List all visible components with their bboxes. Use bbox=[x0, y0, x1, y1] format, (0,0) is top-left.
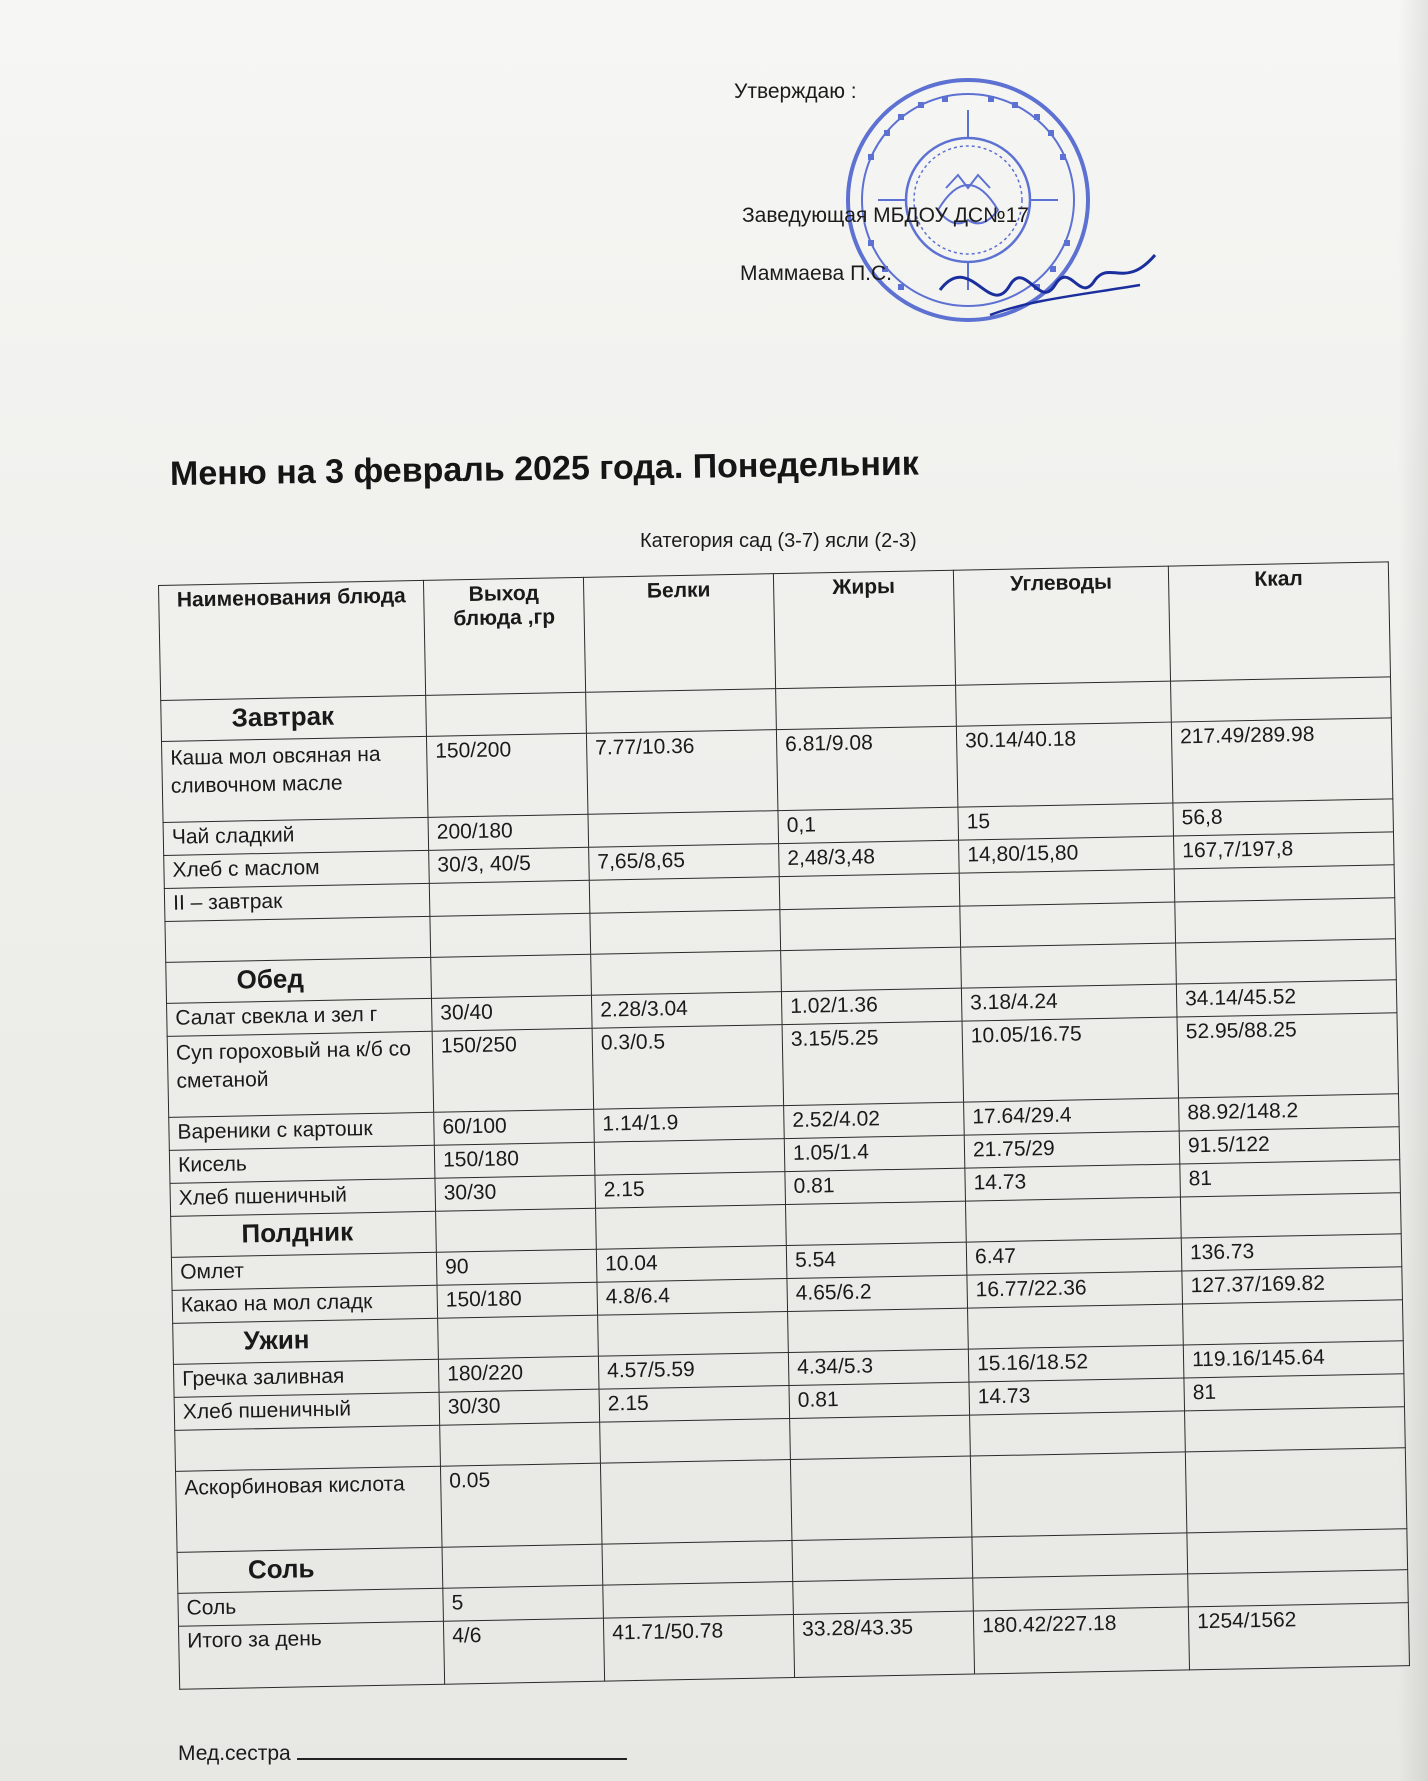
value-cell bbox=[590, 910, 781, 955]
value-cell bbox=[603, 1581, 794, 1618]
section-title: Полдник bbox=[171, 1211, 437, 1257]
empty-cell bbox=[1187, 1529, 1408, 1574]
value-cell: 30/3, 40/5 bbox=[429, 847, 590, 883]
dish-name-cell: Вареники с картошк bbox=[169, 1112, 435, 1150]
dish-name-cell: Какао на мол сладк bbox=[172, 1285, 438, 1323]
value-cell: 0.81 bbox=[785, 1168, 966, 1204]
empty-cell bbox=[596, 1205, 787, 1250]
value-cell: 3.15/5.25 bbox=[782, 1021, 964, 1105]
value-cell: 180.42/227.18 bbox=[973, 1607, 1189, 1674]
empty-cell bbox=[972, 1533, 1188, 1578]
value-cell bbox=[429, 880, 590, 916]
value-cell: 167,7/197,8 bbox=[1174, 832, 1395, 869]
empty-cell bbox=[602, 1541, 793, 1586]
value-cell: 33.28/43.35 bbox=[793, 1611, 974, 1677]
value-cell: 0.05 bbox=[440, 1463, 602, 1547]
value-cell: 81 bbox=[1180, 1160, 1401, 1197]
dish-name-cell: Гречка заливная bbox=[173, 1359, 439, 1397]
value-cell bbox=[600, 1419, 791, 1464]
value-cell: 60/100 bbox=[434, 1109, 595, 1145]
value-cell bbox=[589, 877, 780, 914]
value-cell: 14.73 bbox=[965, 1164, 1181, 1201]
menu-table bbox=[158, 561, 1410, 1689]
column-header: Выход блюда ,гр bbox=[423, 577, 585, 695]
column-header: Наименования блюда bbox=[159, 580, 426, 700]
value-cell: 6.47 bbox=[966, 1238, 1182, 1275]
section-title: Ужин bbox=[173, 1318, 439, 1364]
value-cell: 1.05/1.4 bbox=[784, 1135, 965, 1171]
value-cell bbox=[430, 913, 591, 957]
section-title: Завтрак bbox=[161, 695, 427, 741]
dish-name-cell: Омлет bbox=[171, 1252, 437, 1290]
signature-blank bbox=[297, 1758, 627, 1760]
empty-cell bbox=[591, 951, 782, 996]
table-body bbox=[161, 677, 1410, 1689]
value-cell: 56,8 bbox=[1173, 799, 1394, 836]
value-cell: 15.16/18.52 bbox=[968, 1345, 1184, 1382]
column-header: Углеводы bbox=[953, 566, 1170, 685]
value-cell: 7.77/10.36 bbox=[586, 730, 778, 815]
value-cell: 14,80/15,80 bbox=[959, 836, 1175, 873]
value-cell bbox=[959, 869, 1175, 906]
value-cell bbox=[1185, 1448, 1407, 1533]
value-cell: 30/30 bbox=[439, 1389, 600, 1425]
empty-cell bbox=[776, 685, 957, 729]
value-cell bbox=[1175, 898, 1396, 943]
value-cell: 2.52/4.02 bbox=[784, 1102, 965, 1138]
value-cell: 10.05/16.75 bbox=[962, 1017, 1179, 1102]
approval-label: Утверждаю : bbox=[734, 80, 857, 103]
value-cell: 90 bbox=[436, 1249, 597, 1285]
dish-name-cell: Аскорбиновая кислота bbox=[176, 1466, 443, 1552]
empty-cell bbox=[965, 1197, 1181, 1242]
empty-cell bbox=[431, 954, 592, 998]
value-cell: 1.14/1.9 bbox=[594, 1106, 785, 1143]
dish-name-cell: Итого за день bbox=[178, 1621, 444, 1689]
page-subtitle: Категория сад (3-7) ясли (2-3) bbox=[640, 530, 917, 552]
value-cell: 10.04 bbox=[596, 1246, 787, 1283]
value-cell: 217.49/289.98 bbox=[1171, 718, 1393, 803]
value-cell: 52.95/88.25 bbox=[1177, 1013, 1399, 1098]
value-cell: 2.15 bbox=[595, 1172, 786, 1209]
value-cell: 150/250 bbox=[432, 1028, 594, 1112]
value-cell bbox=[1185, 1407, 1406, 1452]
value-cell: 2,48/3,48 bbox=[779, 840, 960, 876]
value-cell: 34.14/45.52 bbox=[1176, 980, 1397, 1017]
value-cell: 15 bbox=[958, 803, 1174, 840]
empty-cell bbox=[1180, 1193, 1401, 1238]
dish-name-cell: Хлеб пшеничный bbox=[170, 1178, 436, 1216]
empty-cell bbox=[956, 681, 1172, 726]
dish-name-cell: Чай сладкий bbox=[163, 817, 429, 855]
dish-name-cell: Салат свекла и зел г bbox=[167, 998, 433, 1036]
value-cell: 1254/1562 bbox=[1188, 1603, 1409, 1670]
value-cell: 16.77/22.36 bbox=[967, 1271, 1183, 1308]
value-cell: 2.15 bbox=[599, 1386, 790, 1423]
value-cell: 91.5/122 bbox=[1179, 1127, 1400, 1164]
value-cell bbox=[1174, 865, 1395, 902]
column-header: Белки bbox=[583, 574, 775, 693]
value-cell bbox=[793, 1578, 974, 1614]
value-cell bbox=[600, 1460, 792, 1545]
value-cell: 6.81/9.08 bbox=[776, 726, 958, 810]
empty-cell bbox=[598, 1312, 789, 1357]
empty-cell bbox=[1182, 1300, 1403, 1345]
handwritten-signature bbox=[930, 230, 1160, 340]
page-title: Меню на 3 февраль 2025 года. Понедельник bbox=[169, 444, 920, 493]
empty-cell bbox=[1176, 939, 1397, 984]
value-cell bbox=[973, 1574, 1189, 1611]
approval-block bbox=[730, 70, 1150, 330]
value-cell: 5.54 bbox=[786, 1242, 967, 1278]
empty-cell bbox=[1171, 677, 1392, 722]
empty-cell bbox=[436, 1208, 597, 1252]
nurse-signature-line bbox=[178, 1742, 627, 1766]
approval-position: Заведующая МБДОУ ДС№17 bbox=[742, 204, 1029, 227]
dish-name-cell bbox=[165, 916, 431, 962]
value-cell bbox=[960, 902, 1176, 947]
value-cell: 136.73 bbox=[1181, 1234, 1402, 1271]
section-title: Соль bbox=[177, 1547, 443, 1593]
dish-name-cell: Хлеб пшеничный bbox=[174, 1392, 440, 1430]
value-cell: 88.92/148.2 bbox=[1179, 1094, 1400, 1131]
value-cell: 4.34/5.3 bbox=[788, 1349, 969, 1385]
value-cell: 4.57/5.59 bbox=[598, 1353, 789, 1390]
dish-name-cell: Каша мол овсяная на сливочном масле bbox=[162, 736, 429, 822]
value-cell bbox=[780, 906, 961, 950]
value-cell: 5 bbox=[443, 1585, 604, 1621]
dish-name-cell: Хлеб с маслом bbox=[164, 850, 430, 888]
empty-cell bbox=[968, 1304, 1184, 1349]
value-cell: 119.16/145.64 bbox=[1183, 1341, 1404, 1378]
value-cell: 81 bbox=[1184, 1374, 1405, 1411]
value-cell: 0.3/0.5 bbox=[592, 1025, 784, 1110]
empty-cell bbox=[961, 943, 1177, 988]
approval-name: Маммаева П.С. bbox=[740, 262, 893, 285]
value-cell: 30/30 bbox=[435, 1175, 596, 1211]
value-cell: 21.75/29 bbox=[964, 1131, 1180, 1168]
empty-cell bbox=[786, 1201, 967, 1245]
value-cell: 14.73 bbox=[969, 1378, 1185, 1415]
value-cell: 7,65/8,65 bbox=[589, 844, 780, 881]
value-cell bbox=[970, 1411, 1186, 1456]
dish-name-cell: Суп гороховый на к/б со сметаной bbox=[167, 1031, 434, 1117]
empty-cell bbox=[438, 1315, 599, 1359]
empty-cell bbox=[792, 1537, 973, 1581]
value-cell: 150/180 bbox=[437, 1282, 598, 1318]
value-cell bbox=[588, 811, 779, 848]
value-cell: 2.28/3.04 bbox=[591, 992, 782, 1029]
nurse-label: Мед.сестра bbox=[178, 1742, 291, 1765]
value-cell: 4.65/6.2 bbox=[787, 1275, 968, 1311]
empty-cell bbox=[442, 1544, 603, 1588]
value-cell bbox=[790, 1415, 971, 1459]
value-cell: 0.81 bbox=[789, 1382, 970, 1418]
dish-name-cell: Кисель bbox=[169, 1145, 435, 1183]
dish-name-cell: Соль bbox=[178, 1588, 444, 1626]
value-cell bbox=[790, 1456, 972, 1540]
value-cell: 30.14/40.18 bbox=[956, 722, 1173, 807]
value-cell: 0,1 bbox=[778, 807, 959, 843]
section-title: Обед bbox=[166, 957, 432, 1003]
value-cell: 180/220 bbox=[438, 1356, 599, 1392]
value-cell: 150/180 bbox=[434, 1142, 595, 1178]
value-cell: 200/180 bbox=[428, 814, 589, 850]
value-cell bbox=[594, 1139, 785, 1176]
value-cell bbox=[779, 873, 960, 909]
value-cell: 150/200 bbox=[426, 733, 588, 817]
value-cell: 3.18/4.24 bbox=[961, 984, 1177, 1021]
value-cell bbox=[440, 1422, 601, 1466]
empty-cell bbox=[586, 689, 777, 734]
value-cell: 30/40 bbox=[431, 995, 592, 1031]
column-header: Жиры bbox=[773, 570, 955, 688]
value-cell: 4.8/6.4 bbox=[597, 1279, 788, 1316]
value-cell bbox=[1188, 1570, 1409, 1607]
dish-name-cell bbox=[175, 1425, 441, 1471]
empty-cell bbox=[426, 692, 587, 736]
value-cell: 4/6 bbox=[443, 1618, 604, 1684]
value-cell: 127.37/169.82 bbox=[1182, 1267, 1403, 1304]
value-cell: 1.02/1.36 bbox=[781, 988, 962, 1024]
value-cell bbox=[970, 1452, 1187, 1537]
value-cell: 17.64/29.4 bbox=[964, 1098, 1180, 1135]
value-cell: 41.71/50.78 bbox=[603, 1614, 794, 1681]
empty-cell bbox=[788, 1308, 969, 1352]
column-header: Ккал bbox=[1168, 562, 1390, 681]
empty-cell bbox=[781, 947, 962, 991]
dish-name-cell: II – завтрак bbox=[164, 883, 430, 921]
